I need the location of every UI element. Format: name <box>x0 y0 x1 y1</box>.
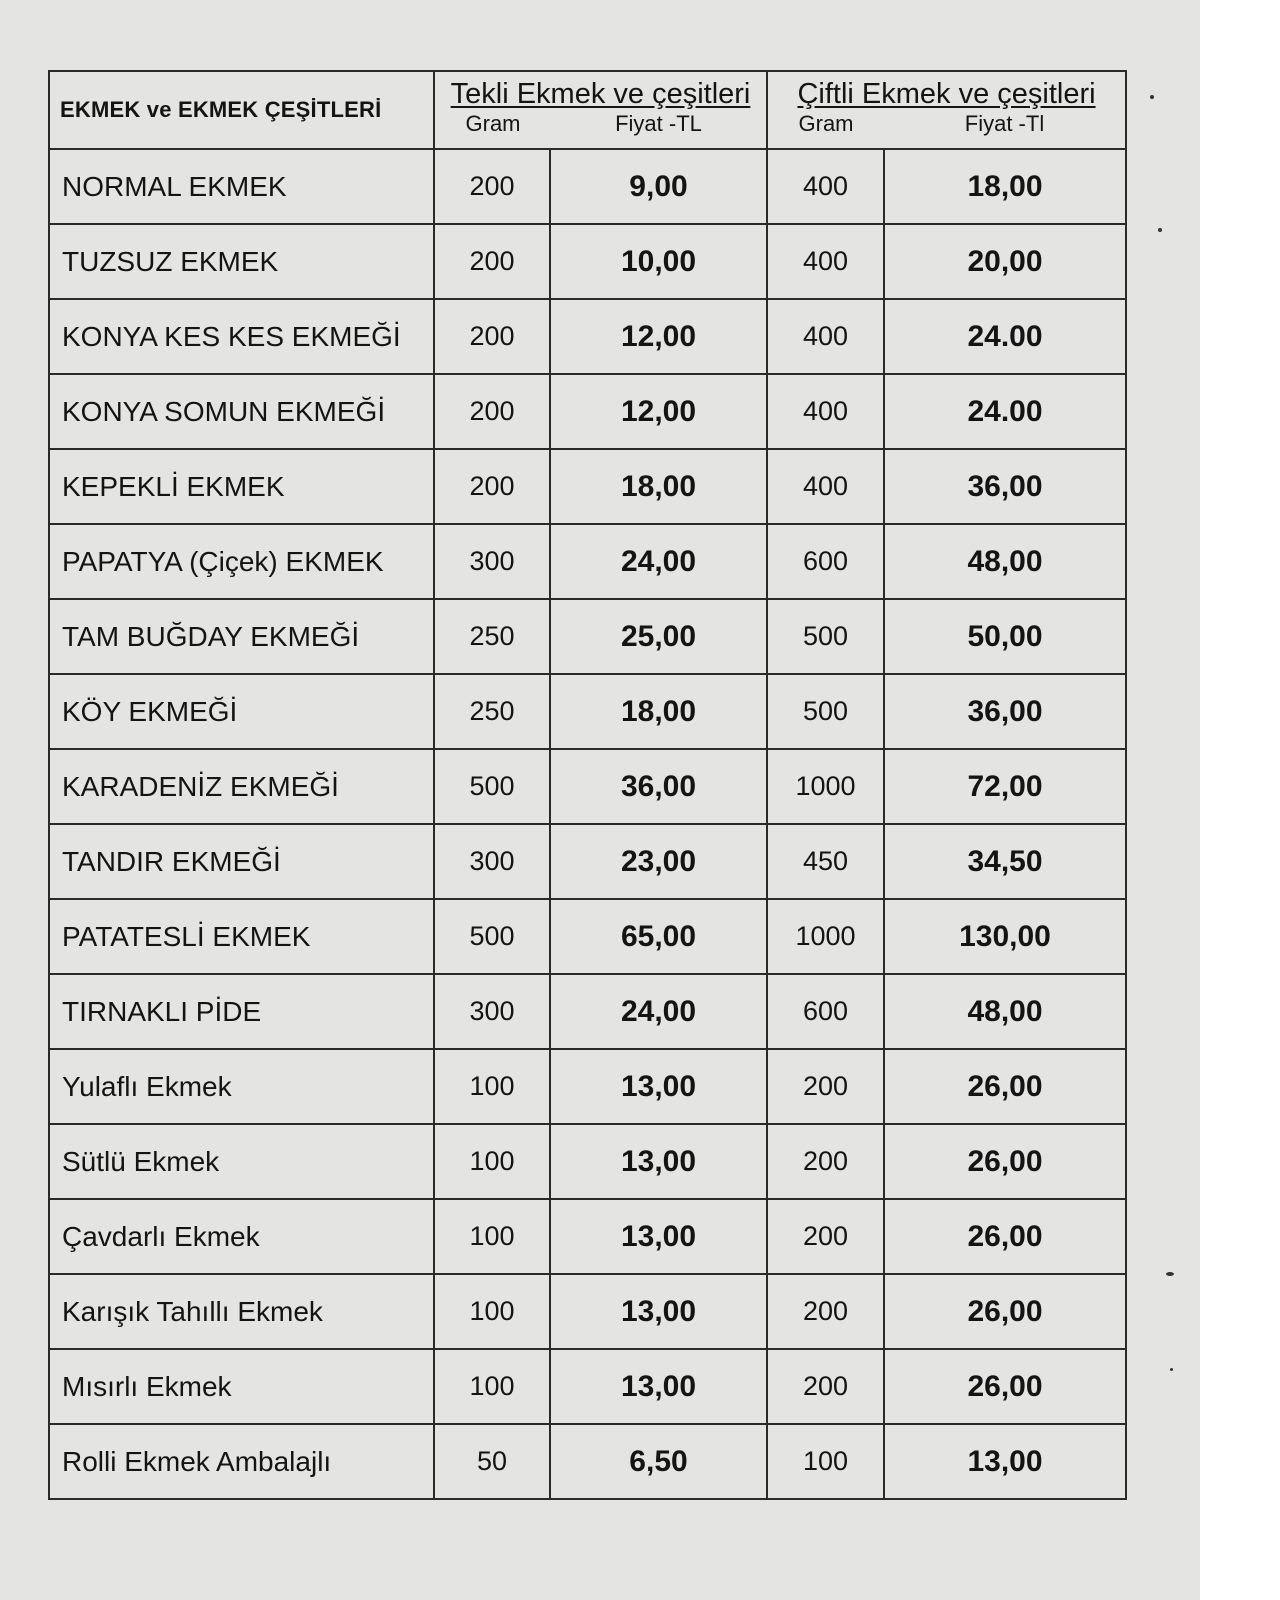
single-gram-header: Gram <box>465 111 521 136</box>
single-price-header: Fiyat -TL <box>615 111 702 136</box>
double-gram: 450 <box>767 824 884 899</box>
bread-name: Çavdarlı Ekmek <box>49 1199 434 1274</box>
double-bread-title: Çiftli Ekmek ve çeşitleri <box>797 78 1096 110</box>
paper-speck <box>1170 1368 1173 1371</box>
single-gram: 300 <box>434 974 550 1049</box>
double-price: 26,00 <box>884 1199 1126 1274</box>
table-row <box>49 149 1126 224</box>
double-gram: 400 <box>767 149 884 224</box>
table-row <box>49 1124 1126 1199</box>
single-gram: 250 <box>434 674 550 749</box>
single-price: 23,00 <box>550 824 767 899</box>
double-price: 26,00 <box>884 1349 1126 1424</box>
table-row <box>49 374 1126 449</box>
single-price: 12,00 <box>550 374 767 449</box>
table-row <box>49 1199 1126 1274</box>
table-row <box>49 1424 1126 1499</box>
double-price: 50,00 <box>884 599 1126 674</box>
table-row <box>49 1274 1126 1349</box>
bread-name: Yulaflı Ekmek <box>49 1049 434 1124</box>
bread-name: TANDIR EKMEĞİ <box>49 824 434 899</box>
double-price: 48,00 <box>884 524 1126 599</box>
double-gram: 200 <box>767 1124 884 1199</box>
double-price: 18,00 <box>884 149 1126 224</box>
single-price: 24,00 <box>550 974 767 1049</box>
double-price: 26,00 <box>884 1049 1126 1124</box>
bread-name: KÖY EKMEĞİ <box>49 674 434 749</box>
single-price: 12,00 <box>550 299 767 374</box>
single-gram: 100 <box>434 1124 550 1199</box>
double-gram: 600 <box>767 524 884 599</box>
double-price: 24.00 <box>884 299 1126 374</box>
single-gram: 200 <box>434 374 550 449</box>
double-price: 26,00 <box>884 1274 1126 1349</box>
paper-speck <box>1166 1272 1174 1276</box>
bread-name: KEPEKLİ EKMEK <box>49 449 434 524</box>
double-price: 13,00 <box>884 1424 1126 1499</box>
single-price: 9,00 <box>550 149 767 224</box>
double-price: 36,00 <box>884 449 1126 524</box>
single-gram: 250 <box>434 599 550 674</box>
bread-name: Karışık Tahıllı Ekmek <box>49 1274 434 1349</box>
double-gram: 200 <box>767 1199 884 1274</box>
double-bread-header <box>767 71 1126 149</box>
double-price: 20,00 <box>884 224 1126 299</box>
single-gram: 500 <box>434 899 550 974</box>
double-gram: 400 <box>767 224 884 299</box>
single-price: 13,00 <box>550 1199 767 1274</box>
single-price: 6,50 <box>550 1424 767 1499</box>
double-price: 34,50 <box>884 824 1126 899</box>
double-price: 72,00 <box>884 749 1126 824</box>
bread-name: TIRNAKLI PİDE <box>49 974 434 1049</box>
single-gram: 200 <box>434 449 550 524</box>
double-price-header: Fiyat -Tl <box>964 111 1045 136</box>
double-gram: 500 <box>767 599 884 674</box>
bread-name: KONYA SOMUN EKMEĞİ <box>49 374 434 449</box>
bread-name: Rolli Ekmek Ambalajlı <box>49 1424 434 1499</box>
bread-name: TAM BUĞDAY EKMEĞİ <box>49 599 434 674</box>
table-row <box>49 1049 1126 1124</box>
double-gram: 400 <box>767 374 884 449</box>
double-price: 36,00 <box>884 674 1126 749</box>
double-gram: 200 <box>767 1274 884 1349</box>
double-gram: 1000 <box>767 899 884 974</box>
double-price: 48,00 <box>884 974 1126 1049</box>
table-title: EKMEK ve EKMEK ÇEŞİTLERİ <box>49 71 434 149</box>
double-gram: 500 <box>767 674 884 749</box>
table-row <box>49 299 1126 374</box>
single-gram: 200 <box>434 299 550 374</box>
bread-name: KONYA KES KES EKMEĞİ <box>49 299 434 374</box>
table-row <box>49 524 1126 599</box>
double-gram: 600 <box>767 974 884 1049</box>
single-gram: 100 <box>434 1049 550 1124</box>
single-price: 18,00 <box>550 449 767 524</box>
table-row <box>49 974 1126 1049</box>
bread-name: Sütlü Ekmek <box>49 1124 434 1199</box>
single-gram: 200 <box>434 224 550 299</box>
single-gram: 300 <box>434 824 550 899</box>
single-bread-header <box>434 71 767 149</box>
bread-name: PAPATYA (Çiçek) EKMEK <box>49 524 434 599</box>
single-gram: 100 <box>434 1274 550 1349</box>
table-row <box>49 599 1126 674</box>
single-price: 13,00 <box>550 1049 767 1124</box>
bread-name: KARADENİZ EKMEĞİ <box>49 749 434 824</box>
bread-price-table <box>48 70 1127 1500</box>
bread-name: TUZSUZ EKMEK <box>49 224 434 299</box>
double-gram: 400 <box>767 449 884 524</box>
bread-name: Mısırlı Ekmek <box>49 1349 434 1424</box>
single-price: 65,00 <box>550 899 767 974</box>
table-row <box>49 749 1126 824</box>
double-gram-header: Gram <box>798 111 854 136</box>
double-gram: 200 <box>767 1349 884 1424</box>
bread-name: PATATESLİ EKMEK <box>49 899 434 974</box>
table-row <box>49 674 1126 749</box>
single-price: 18,00 <box>550 674 767 749</box>
single-price: 36,00 <box>550 749 767 824</box>
double-gram: 1000 <box>767 749 884 824</box>
single-price: 13,00 <box>550 1274 767 1349</box>
paper-speck <box>1150 95 1154 99</box>
double-gram: 400 <box>767 299 884 374</box>
single-gram: 500 <box>434 749 550 824</box>
single-price: 24,00 <box>550 524 767 599</box>
single-price: 13,00 <box>550 1124 767 1199</box>
double-price: 26,00 <box>884 1124 1126 1199</box>
double-gram: 100 <box>767 1424 884 1499</box>
single-bread-title: Tekli Ekmek ve çeşitleri <box>450 78 751 110</box>
single-gram: 200 <box>434 149 550 224</box>
single-price: 25,00 <box>550 599 767 674</box>
table-row <box>49 824 1126 899</box>
single-price: 13,00 <box>550 1349 767 1424</box>
table-header-row <box>49 71 1126 149</box>
single-gram: 100 <box>434 1199 550 1274</box>
table-row <box>49 449 1126 524</box>
page-margin <box>1200 0 1280 1600</box>
double-price: 130,00 <box>884 899 1126 974</box>
single-price: 10,00 <box>550 224 767 299</box>
table-row <box>49 1349 1126 1424</box>
bread-name: NORMAL EKMEK <box>49 149 434 224</box>
table-row <box>49 224 1126 299</box>
single-gram: 300 <box>434 524 550 599</box>
single-gram: 50 <box>434 1424 550 1499</box>
paper-speck <box>1158 228 1162 232</box>
table-row <box>49 899 1126 974</box>
double-gram: 200 <box>767 1049 884 1124</box>
double-price: 24.00 <box>884 374 1126 449</box>
single-gram: 100 <box>434 1349 550 1424</box>
